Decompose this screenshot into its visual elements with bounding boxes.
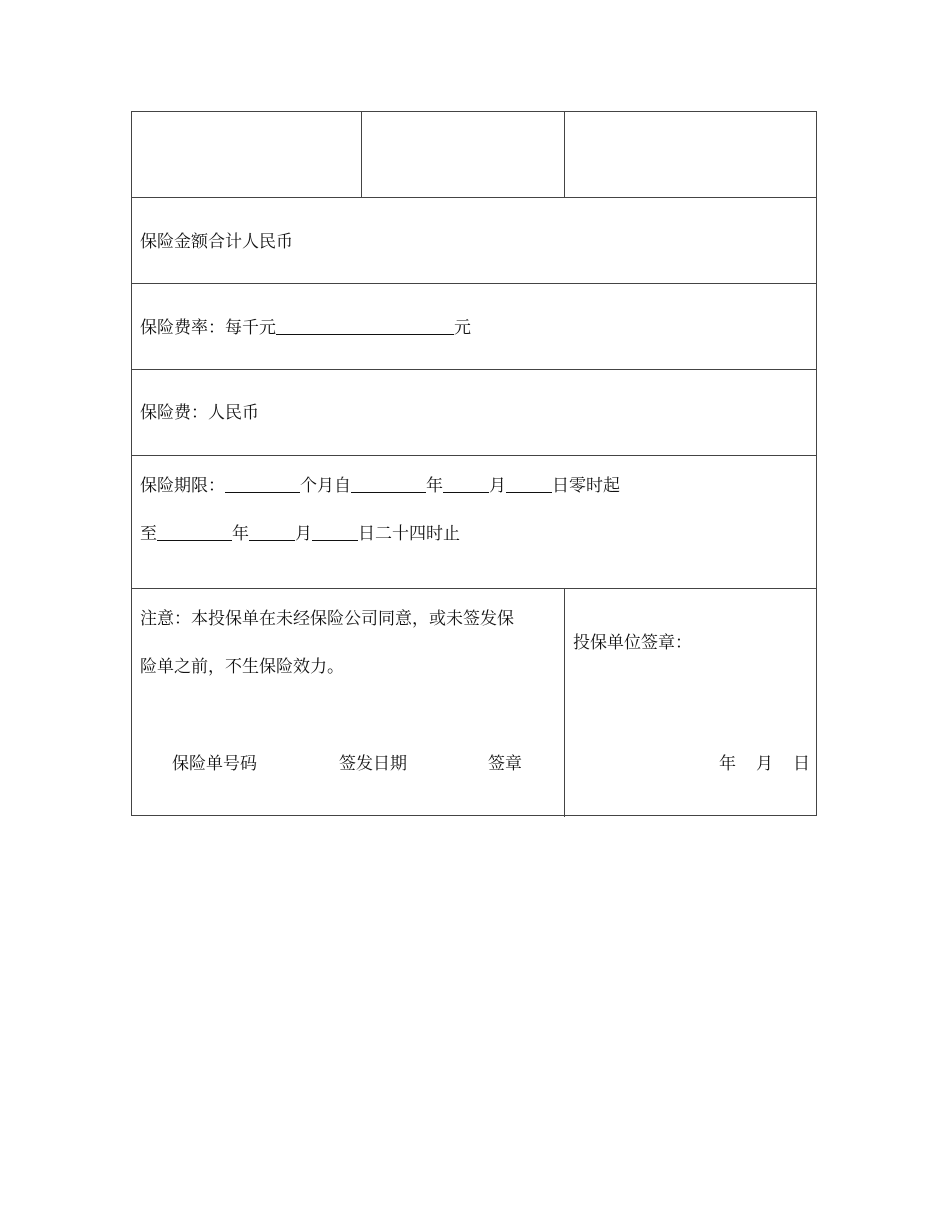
start-day-blank[interactable] <box>506 476 552 493</box>
period-label: 保险期限： <box>140 476 225 496</box>
period-line-2 <box>140 524 460 544</box>
start-month-blank[interactable] <box>443 476 489 493</box>
period-row <box>132 456 816 589</box>
period-line-1 <box>140 476 620 496</box>
notice-line-1: 注意：本投保单在未经保险公司同意，或未签发保 <box>140 609 514 629</box>
applicant-seal-label: 投保单位签章： <box>573 633 692 653</box>
issue-date-label: 签发日期 <box>339 754 407 774</box>
date-month: 月 <box>756 754 773 774</box>
rate-row <box>132 284 816 370</box>
date-day: 日 <box>793 754 810 774</box>
end-month-blank[interactable] <box>249 524 295 541</box>
total-amount-row <box>132 198 816 284</box>
start-year-text: 年 <box>426 476 443 496</box>
total-amount-label: 保险金额合计人民币 <box>140 232 293 252</box>
column-divider <box>564 589 565 817</box>
notice-row <box>132 589 816 817</box>
end-month-text: 月 <box>295 524 312 544</box>
seal-label: 签章 <box>488 754 522 774</box>
premium-label: 保险费：人民币 <box>140 403 259 423</box>
end-time-text: 日二十四时止 <box>358 524 460 544</box>
rate-suffix: 元 <box>454 318 471 338</box>
column-divider <box>361 112 362 197</box>
rate-prefix: 保险费率：每千元 <box>140 318 276 338</box>
rate-line <box>140 318 471 338</box>
months-blank[interactable] <box>225 476 300 493</box>
column-divider <box>564 112 565 197</box>
rate-blank[interactable] <box>276 318 454 335</box>
end-year-text: 年 <box>232 524 249 544</box>
start-year-blank[interactable] <box>351 476 426 493</box>
start-month-text: 月 <box>489 476 506 496</box>
start-time-text: 日零时起 <box>552 476 620 496</box>
notice-line-2: 险单之前，不生保险效力。 <box>140 657 344 677</box>
premium-row <box>132 370 816 456</box>
to-text: 至 <box>140 524 157 544</box>
end-year-blank[interactable] <box>157 524 232 541</box>
date-year: 年 <box>719 754 736 774</box>
months-text: 个月自 <box>300 476 351 496</box>
policy-number-label: 保险单号码 <box>172 754 257 774</box>
end-day-blank[interactable] <box>312 524 358 541</box>
header-row <box>132 112 816 198</box>
insurance-application-form <box>131 111 817 816</box>
